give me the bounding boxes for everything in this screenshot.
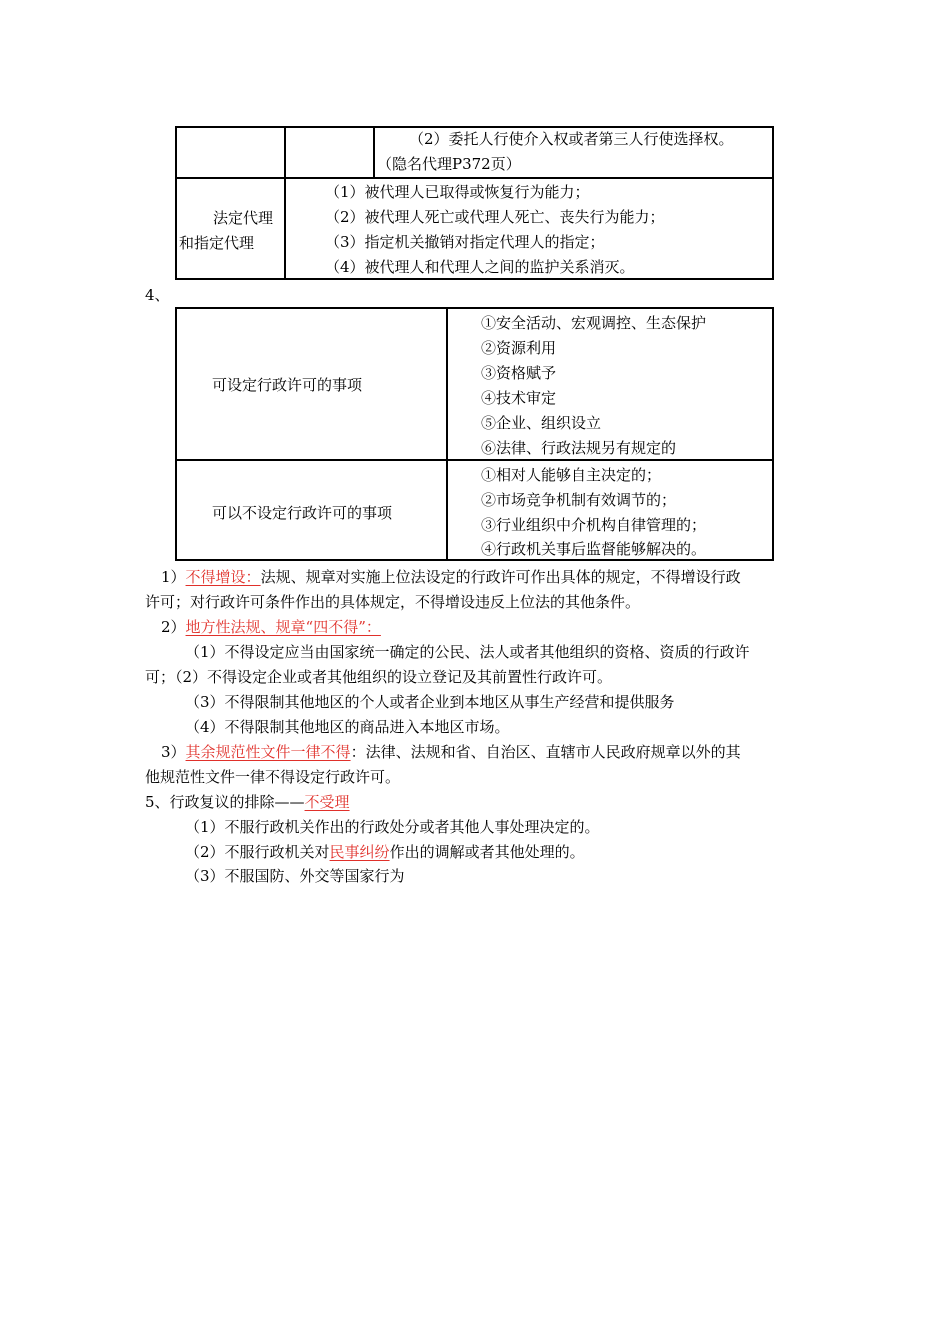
section-heading: [145, 792, 350, 812]
list-item: （1）不得设定应当由国家统一确定的公民、法人或者其他组织的资格、资质的行政许: [185, 643, 750, 661]
list-item: [185, 842, 585, 862]
table-divider: [177, 177, 772, 179]
table-cell-text: （4）被代理人和代理人之间的监护关系消灭。: [325, 258, 635, 276]
table-cell-text: ②资源利用: [481, 339, 557, 357]
paragraph-line: [161, 617, 381, 637]
table-divider: [373, 128, 375, 178]
table-cell-text: （2）被代理人死亡或代理人死亡、丧失行为能力；: [325, 208, 665, 226]
table-cell-text: （隐名代理P372页）: [377, 155, 521, 173]
table-cell-text: ③资格赋予: [481, 364, 557, 382]
table-cell-label: 和指定代理: [179, 234, 255, 252]
paragraph-text: 许可；对行政许可条件作出的具体规定，不得增设违反上位法的其他条件。: [145, 593, 641, 611]
paragraph-text: 法规、规章对实施上位法设定的行政许可作出具体的规定，不得增设行政: [260, 568, 741, 586]
table-cell-text: ①安全活动、宏观调控、生态保护: [481, 314, 707, 332]
table-cell-text: ①相对人能够自主决定的；: [481, 466, 662, 484]
table-cell-text: ③行业组织中介机构自律管理的；: [481, 516, 707, 534]
paragraph-text: 他规范性文件一律不得设定行政许可。: [145, 768, 401, 786]
highlighted-term: 不受理: [304, 793, 350, 811]
highlighted-term: 其余规范性文件一律不得: [185, 743, 351, 761]
list-item-text: （2）不服行政机关对: [185, 843, 330, 861]
table-divider: [446, 309, 448, 559]
table-divider: [177, 459, 772, 461]
table-cell-text: ②市场竞争机制有效调节的；: [481, 491, 677, 509]
list-item-text: 作出的调解或者其他处理的。: [389, 843, 585, 861]
paragraph-number: 3）: [161, 743, 186, 761]
paragraph-line: [161, 567, 741, 587]
highlighted-term: 地方性法规、规章“四不得”：: [185, 618, 381, 636]
paragraph-number: 1）: [161, 568, 186, 586]
list-item: 可；（2）不得设定企业或者其他组织的设立登记及其前置性行政许可。: [145, 668, 613, 686]
list-item: （3）不服国防、外交等国家行为: [185, 867, 405, 885]
paragraph-text: ：法律、法规和省、自治区、直辖市人民政府规章以外的其: [350, 743, 741, 761]
table-cell-label: 可设定行政许可的事项: [212, 376, 363, 394]
table-divider: [284, 128, 286, 278]
table-cell-text: （1）被代理人已取得或恢复行为能力；: [325, 183, 590, 201]
table-cell-text: （3）指定机关撤销对指定代理人的指定；: [325, 233, 605, 251]
paragraph-number: 2）: [161, 618, 186, 636]
table-cell-label: 可以不设定行政许可的事项: [212, 504, 393, 522]
section-number: 4、: [145, 286, 170, 304]
list-item: （1）不服行政机关作出的行政处分或者其他人事处理决定的。: [185, 818, 600, 836]
paragraph-line: [161, 742, 741, 762]
table-cell-text: ⑥法律、行政法规另有规定的: [481, 439, 677, 457]
table-cell-text: ④行政机关事后监督能够解决的。: [481, 540, 707, 558]
table-cell-text: ⑤企业、组织设立: [481, 414, 602, 432]
table-cell-text: ④技术审定: [481, 389, 557, 407]
highlighted-term: 不得增设：: [185, 568, 261, 586]
list-item: （3）不得限制其他地区的个人或者企业到本地区从事生产经营和提供服务: [185, 693, 675, 711]
table-cell-label: 法定代理: [213, 209, 274, 227]
section-title: 5、行政复议的排除——: [145, 793, 305, 811]
highlighted-term: 民事纠纷: [329, 843, 390, 861]
list-item: （4）不得限制其他地区的商品进入本地区市场。: [185, 718, 510, 736]
table-cell-text: （2）委托人行使介入权或者第三人行使选择权。: [409, 130, 734, 148]
